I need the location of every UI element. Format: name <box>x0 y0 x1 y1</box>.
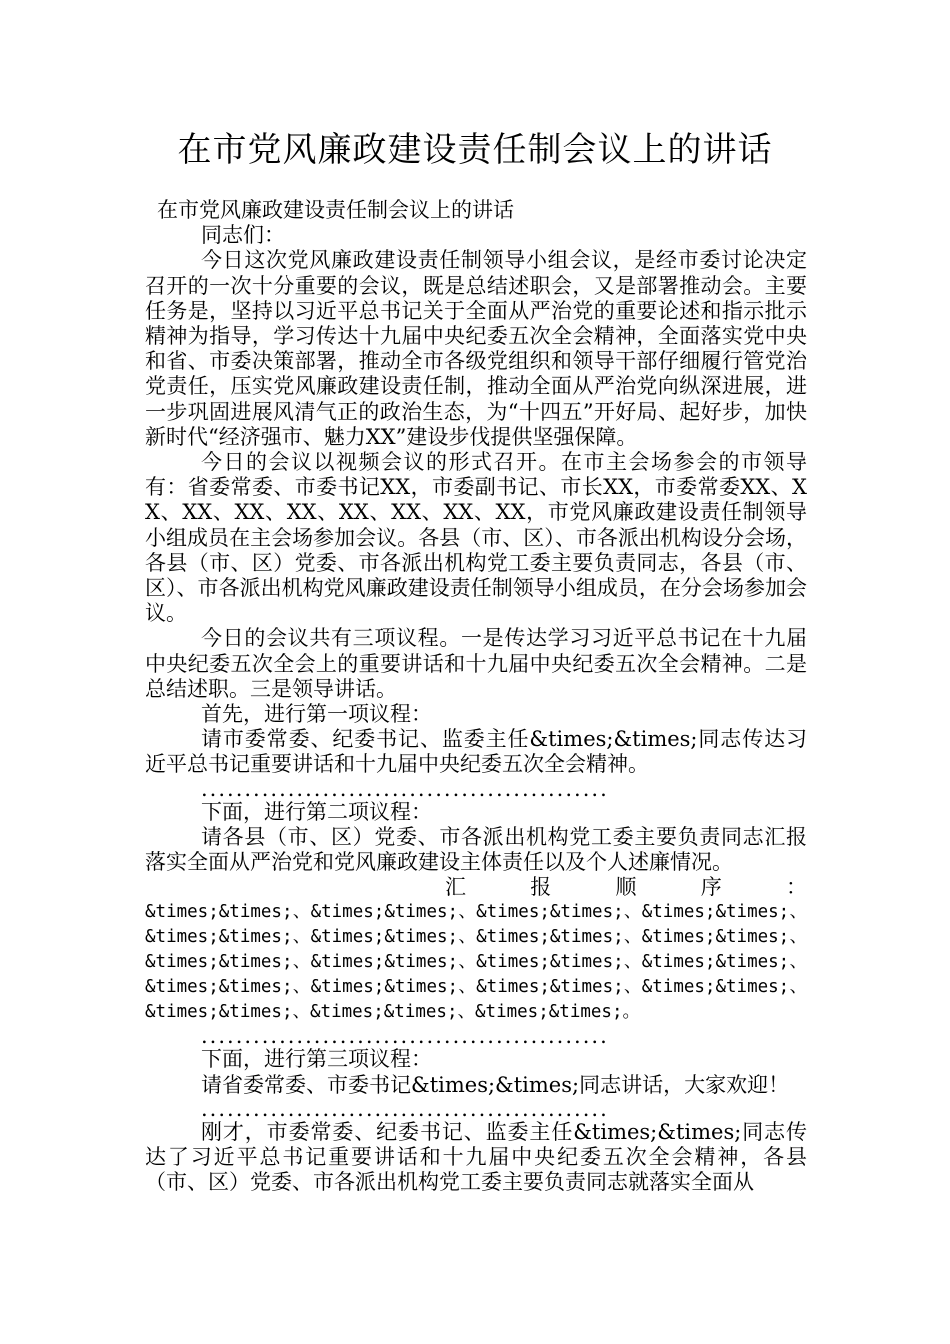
paragraph-summary: 刚才，市委常委、纪委书记、监委主任&times;&times;同志传达了习近平总书记重要讲话和十九届中央纪委五次全会精神，各县（市、区）党委、市各派出机构党工委主要负责同志就落实全面从 <box>145 1119 807 1195</box>
ellipsis-divider-1: ............................................... <box>201 777 609 800</box>
document-title: 在市党风廉政建设责任制会议上的讲话 <box>177 130 773 170</box>
document-body <box>145 198 807 1196</box>
agenda-item-3-intro: 下面，进行第三项议程： <box>201 1047 432 1072</box>
agenda-item-2-intro: 下面，进行第二项议程： <box>201 799 432 824</box>
agenda-item-1-intro: 首先，进行第一项议程： <box>201 702 432 727</box>
agenda-item-1-detail: 请市委常委、纪委书记、监委主任&times;&times;同志传达习近平总书记重要讲话和十九届中央纪委五次全会精神。 <box>145 727 807 777</box>
report-order-list: &times;&times;、&times;&times;、&times;&times;、&times;&times;、&times;&times;、&times;&times;、&times;&times;、&times;&times;、&times;&times;、&times;&times;、&times;&times;、&times;&times;、&times;&times;、&times;&times;、&times;&times;、&times;&times;、&times;&times;、&times;&times;、&times;&times;。 <box>145 902 807 1023</box>
agenda-item-3-detail: 请省委常委、市委书记&times;&times;同志讲话，大家欢迎！ <box>201 1072 790 1097</box>
ellipsis-divider-2: ............................................... <box>201 1025 609 1048</box>
report-order-label: 汇 报 顺 序 ： <box>445 875 807 900</box>
document-subtitle: 在市党风廉政建设责任制会议上的讲话 <box>157 198 514 222</box>
paragraph-agenda: 今日的会议共有三项议程。一是传达学习习近平总书记在十九届中央纪委五次全会上的重要讲话和十九届中央纪委五次全会精神。二是总结述职。三是领导讲话。 <box>145 626 807 701</box>
agenda-item-2-detail: 请各县（市、区）党委、市各派出机构党工委主要负责同志汇报落实全面从严治党和党风廉政建设主体责任以及个人述廉情况。 <box>145 824 807 875</box>
paragraph-attendees: 今日的会议以视频会议的形式召开。在市主会场参会的市领导有：省委常委、市委书记XX，市委副书记、市长XX，市委常委XX、XX、XX、XX、XX、XX、XX、XX、XX，市党风廉政建设责任制领导小组成员在主会场参加会议。各县（市、区）、市各派出机构设分会场，各县（市、区）党委、市各派出机构党工委主要负责同志，各县（市、区）、市各派出机构党风廉政建设责任制领导小组成员，在分会场参加会议。 <box>145 450 807 626</box>
greeting: 同志们： <box>201 223 285 248</box>
paragraph-opening: 今日这次党风廉政建设责任制领导小组会议，是经市委讨论决定召开的一次十分重要的会议，既是总结述职会，又是部署推动会。主要任务是，坚持以习近平总书记关于全面从严治党的重要论述和指示批示精神为指导，学习传达十九届中央纪委五次全会精神，全面落实党中央和省、市委决策部署，推动全市各级党组织和领导干部仔细履行管党治党责任，压实党风廉政建设责任制，推动全面从严治党向纵深进展，进一步巩固进展风清气正的政治生态，为“十四五”开好局、起好步，加快新时代“经济强市、魅力XX”建设步伐提供坚强保障。 <box>145 248 807 449</box>
ellipsis-divider-3: ............................................... <box>201 1097 609 1120</box>
